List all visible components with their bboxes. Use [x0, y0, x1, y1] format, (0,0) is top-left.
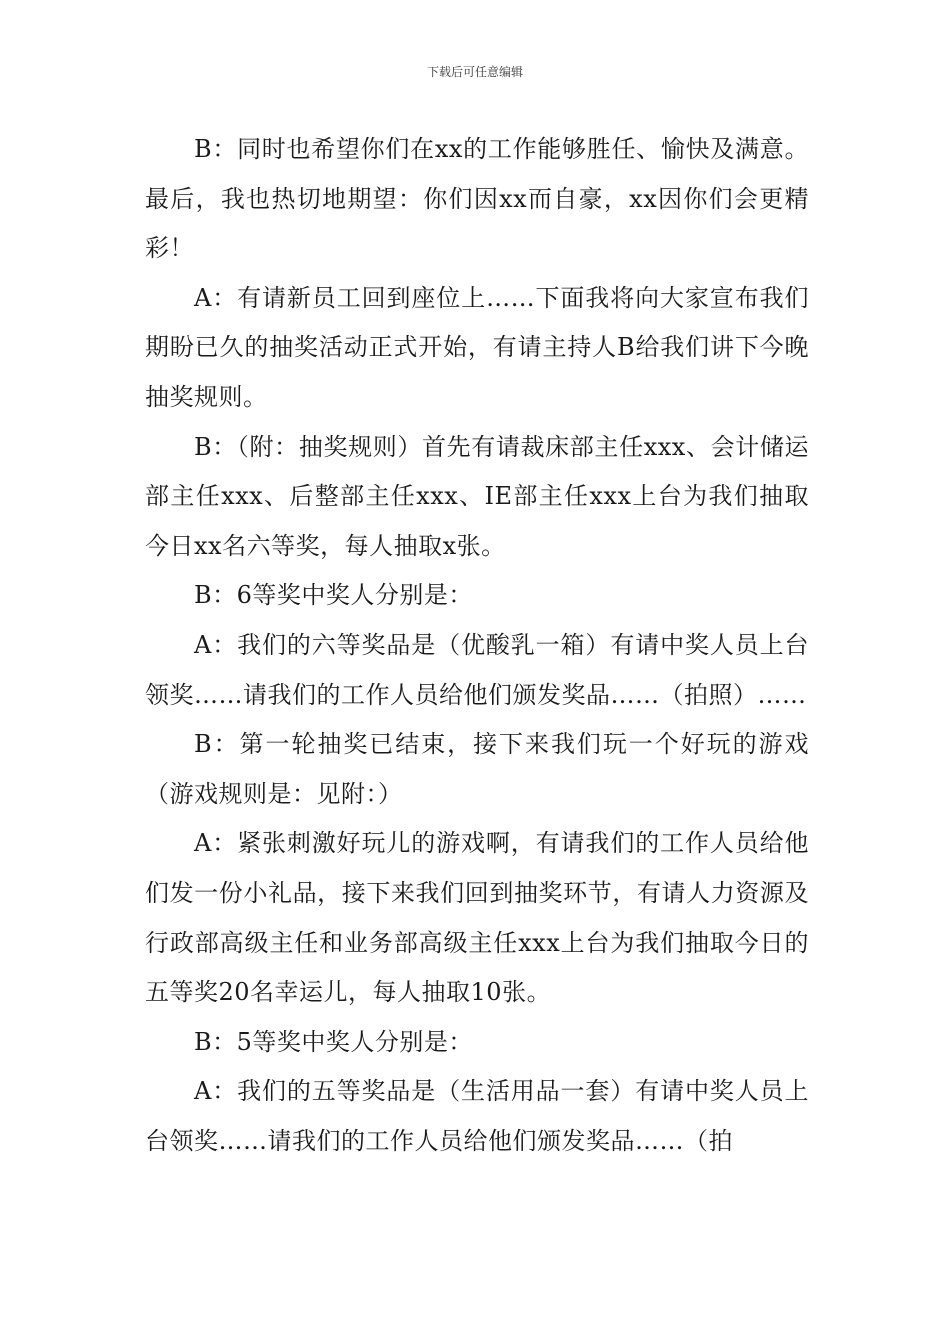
paragraph: B：6等奖中奖人分别是：	[194, 581, 473, 610]
paragraph: B：（附：抽奖规则）首先有请裁床部主任xxx、会计储运部主任xxx、后整部主任xxx、IE部主任xxx上台为我们抽取今日xx名六等奖，每人抽取x张。	[145, 432, 809, 560]
paragraph: B：第一轮抽奖已结束，接下来我们玩一个好玩的游戏（游戏规则是：见附：）	[145, 730, 809, 808]
paragraph: A：有请新员工回到座位上……下面我将向大家宣布我们期盼已久的抽奖活动正式开始，有请主持人B给我们讲下今晚抽奖规则。	[145, 283, 809, 411]
paragraph: B：同时也希望你们在xx的工作能够胜任、愉快及满意。最后，我也热切地期望：你们因xx而自豪，xx因你们会更精彩！	[145, 135, 809, 263]
paragraph: A：紧张刺激好玩儿的游戏啊，有请我们的工作人员给他们发一份小礼品，接下来我们回到抽奖环节，有请人力资源及行政部高级主任和业务部高级主任xxx上台为我们抽取今日的五等奖20名幸运儿，每人抽取10张。	[145, 829, 809, 1007]
paragraph: A：我们的五等奖品是（生活用品一套）有请中奖人员上台领奖……请我们的工作人员给他们颁发奖品……（拍	[145, 1077, 809, 1155]
page-header: 下载后可任意编辑	[426, 65, 523, 79]
paragraph: B：5等奖中奖人分别是：	[194, 1027, 473, 1056]
paragraph: A：我们的六等奖品是（优酸乳一箱）有请中奖人员上台领奖……请我们的工作人员给他们颁发奖品……（拍照）……	[145, 630, 809, 709]
document-body	[145, 125, 809, 1166]
